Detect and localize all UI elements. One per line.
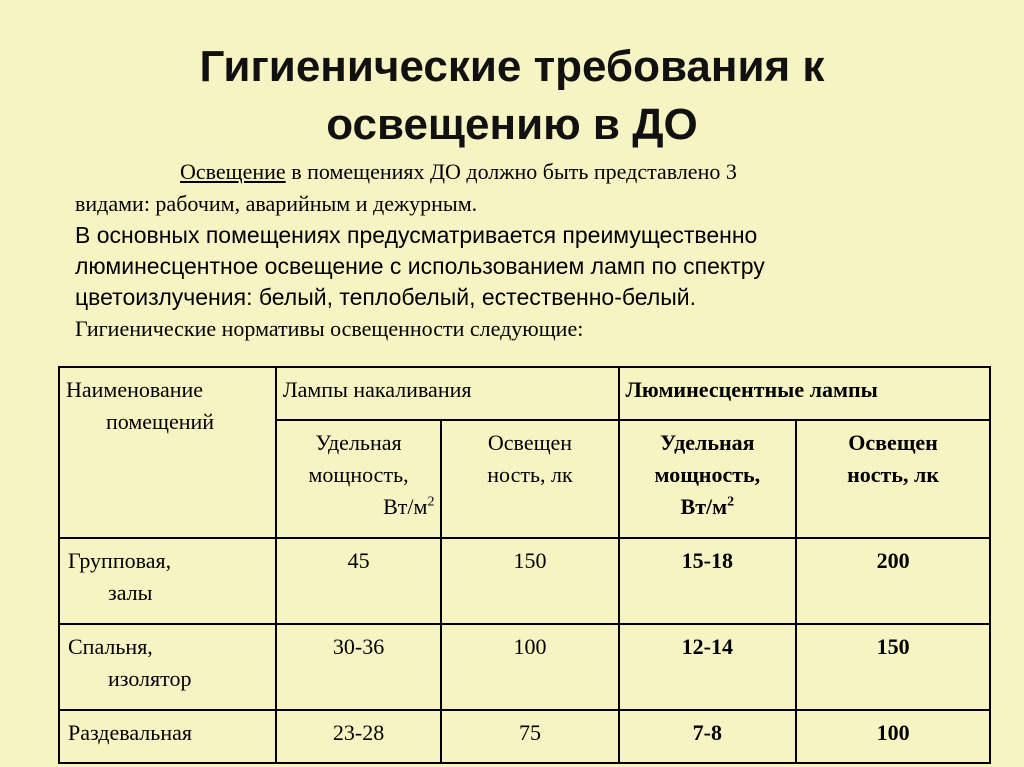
header-flu-power-unit-sup: 2 [727, 494, 735, 510]
flu-power-cell: 12-14 [619, 624, 797, 710]
header-flu-power [619, 420, 797, 538]
inc-power-cell: 45 [276, 538, 442, 624]
room-name-line-1: Спальня, [68, 634, 153, 659]
header-room-name-line-2: помещений [106, 409, 215, 434]
intro-paragraph-1 [75, 156, 975, 188]
header-flu-lux [796, 420, 990, 538]
header-incandescent: Лампы накаливания [276, 367, 619, 420]
table-header-row [59, 367, 990, 420]
intro-text [75, 156, 975, 345]
intro-paragraph-1-line-2: видами: рабочим, аварийным и дежурным. [75, 191, 478, 216]
flu-power-cell: 7-8 [619, 710, 797, 763]
room-name-cell [59, 538, 276, 624]
header-inc-power [276, 420, 442, 538]
room-name-line-1: Раздевальная [68, 720, 192, 745]
header-inc-power-unit-text: Вт/м [383, 494, 428, 519]
header-room-name [59, 367, 276, 538]
header-flu-lux-line-1: Освещен [848, 430, 938, 455]
header-room-name-line-1: Наименование [66, 377, 204, 402]
room-name-line-1: Групповая, [68, 548, 172, 573]
flu-lux-cell: 100 [796, 710, 990, 763]
flu-lux-cell: 150 [796, 624, 990, 710]
header-inc-power-unit [283, 491, 435, 523]
lighting-term: Освещение [180, 159, 286, 184]
intro-paragraph-1-rest: в помещениях ДО должно быть представлено 3 [285, 159, 737, 184]
slide-title [0, 38, 1024, 154]
header-inc-lux-line-2: ность, лк [487, 462, 573, 487]
table-row [59, 538, 990, 624]
header-inc-power-line-2: мощность, [308, 462, 409, 487]
header-flu-power-unit [626, 491, 790, 523]
inc-power-cell: 30-36 [276, 624, 442, 710]
inc-lux-cell: 75 [441, 710, 618, 763]
intro-paragraph-2-line-3: цветоизлучения: белый, теплобелый, естественно-белый. [75, 284, 697, 310]
room-name-cell [59, 624, 276, 710]
slide-title-line-2: освещению в ДО [326, 100, 698, 149]
header-inc-power-line-1: Удельная [315, 430, 402, 455]
header-flu-power-unit-text: Вт/м [680, 494, 728, 519]
room-name-cell [59, 710, 276, 763]
flu-power-cell: 15-18 [619, 538, 797, 624]
flu-lux-cell: 200 [796, 538, 990, 624]
inc-power-cell: 23-28 [276, 710, 442, 763]
header-flu-power-line-2: мощность, [654, 462, 761, 487]
table-row [59, 624, 990, 710]
header-fluorescent: Люминесцентные лампы [619, 367, 990, 420]
inc-lux-cell: 100 [441, 624, 618, 710]
intro-paragraph-2-line-1: В основных помещениях предусматривается преимущественно [75, 222, 758, 248]
intro-paragraph-3: Гигиенические нормативы освещенности следующие: [75, 316, 584, 341]
slide-title-line-1: Гигиенические требования к [199, 42, 825, 91]
lighting-norms-table [58, 366, 991, 764]
header-inc-lux [441, 420, 618, 538]
header-flu-power-line-1: Удельная [660, 430, 755, 455]
room-name-line-2: залы [108, 580, 153, 605]
header-inc-power-unit-sup: 2 [427, 494, 435, 510]
table-row [59, 710, 990, 763]
header-inc-lux-line-1: Освещен [487, 430, 573, 455]
inc-lux-cell: 150 [441, 538, 618, 624]
intro-paragraph-2-line-2: люминесцентное освещение с использованием ламп по спектру [75, 253, 765, 279]
room-name-line-2: изолятор [108, 666, 192, 691]
header-flu-lux-line-2: ность, лк [847, 462, 940, 487]
